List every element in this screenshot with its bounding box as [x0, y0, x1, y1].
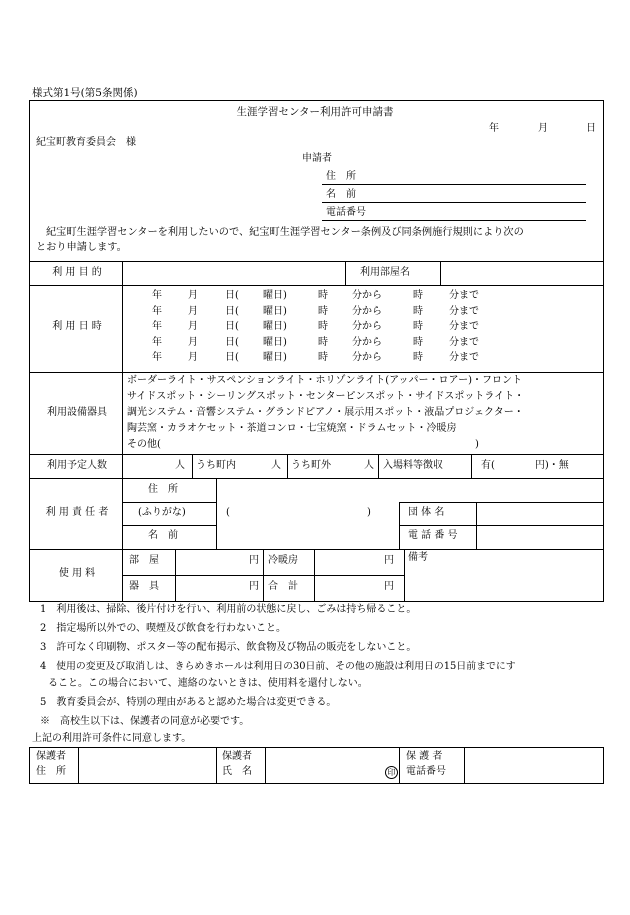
datetime-day: 日(: [225, 305, 239, 317]
attendance-label: 利用予定人数: [47, 460, 107, 471]
datetime-day: 日(: [225, 321, 239, 332]
note-5: 5 教育委員会が、特別の理由があると認めた場合は変更できる。: [40, 697, 337, 708]
admission-fee-label: 入場料等徴収: [383, 460, 443, 471]
consent-text: 上記の利用許可条件に同意します。: [32, 733, 192, 744]
form-title: 生涯学習センター利用許可申請書: [236, 106, 394, 118]
addressee: 紀宝町教育委員会 様: [36, 137, 136, 148]
fee-total-yen: 円: [384, 581, 394, 592]
fee-equipment-yen: 円: [249, 581, 259, 592]
date-month: 月: [538, 123, 548, 134]
datetime-day: 日(: [225, 352, 239, 363]
fee-total-label: 合 計: [268, 581, 298, 592]
manager-paren-close: ): [367, 507, 371, 518]
datetime-year: 年: [152, 305, 162, 317]
datetime-until: 分まで: [449, 352, 479, 363]
room-field[interactable]: [441, 262, 603, 285]
manager-phone-label: 電 話 番 号: [408, 530, 458, 541]
note-3: 3 許可なく印刷物、ポスター等の配布掲示、飲食物及び物品の販売をしないこと。: [40, 642, 417, 653]
datetime-hour2: 時: [413, 336, 423, 348]
attendance-in-town: うち町内: [196, 460, 236, 471]
purpose-label: 利 用 目 的: [52, 267, 102, 278]
datetime-weekday: 曜日): [263, 321, 287, 332]
applicant-phone-label: 電話番号: [326, 207, 366, 218]
applicant-name-label: 名 前: [326, 189, 356, 200]
note-1: 1 利用後は、掃除、後片付けを行い、利用前の状態に戻し、ごみは持ち帰ること。: [40, 604, 417, 615]
datetime-weekday: 曜日): [263, 352, 287, 363]
guardian-address-label-1: 保護者: [36, 751, 66, 762]
manager-paren-open: (: [226, 507, 230, 518]
equipment-line-1: ボーダーライト・サスペンションライト・ホリゾンライト(アッパー・ロアー)・フロント: [127, 375, 523, 386]
attendance-out-town: うち町外: [291, 460, 331, 471]
fee-equipment-label: 器 具: [129, 581, 159, 592]
datetime-until: 分まで: [449, 290, 479, 301]
datetime-year: 年: [152, 336, 162, 348]
datetime-until: 分まで: [449, 321, 479, 332]
room-label: 利用部屋名: [360, 267, 410, 278]
datetime-hour: 時: [318, 321, 328, 332]
datetime-until: 分まで: [449, 336, 479, 348]
datetime-weekday: 曜日): [263, 290, 287, 301]
note-2: 2 指定場所以外での、喫煙及び飲食を行わないこと。: [40, 623, 286, 634]
datetime-hour: 時: [318, 336, 328, 348]
manager-address-field[interactable]: [217, 479, 603, 502]
intro-text-1: 紀宝町生涯学習センターを利用したいので、紀宝町生涯学習センター条例及び同条例施行規則により次の: [46, 227, 524, 238]
attendance-unit: 人: [175, 460, 185, 471]
equipment-label: 利用設備器具: [47, 407, 107, 418]
guardian-phone-label-1: 保 護 者: [406, 751, 443, 762]
applicant-address-line[interactable]: [322, 184, 586, 185]
applicant-name-line[interactable]: [322, 202, 586, 203]
datetime-hour2: 時: [413, 352, 423, 363]
attendance-unit-2: 人: [271, 460, 281, 471]
guardian-address-field[interactable]: [79, 748, 216, 783]
datetime-month: 月: [188, 336, 198, 348]
note-asterisk: ※ 高校生以下は、保護者の同意が必要です。: [40, 716, 250, 727]
date-day: 日: [586, 123, 596, 134]
datetime-weekday: 曜日): [263, 336, 287, 348]
manager-name-field[interactable]: [217, 503, 399, 549]
applicant-label: 申請者: [302, 153, 332, 164]
guardian-phone-field[interactable]: [465, 748, 603, 783]
equipment-other-close: ): [475, 439, 479, 450]
fee-heating-yen: 円: [384, 555, 394, 566]
datetime-month: 月: [188, 305, 198, 317]
seal-mark-icon: 印: [385, 766, 398, 779]
datetime-from: 分から: [352, 305, 382, 317]
equipment-line-3: 調光システム・音響システム・グランドピアノ・展示用スポット・液晶プロジェクター・: [127, 407, 524, 418]
applicant-address-label: 住 所: [326, 171, 356, 182]
datetime-hour2: 時: [413, 321, 423, 332]
guardian-address-label-2: 住 所: [36, 766, 66, 777]
guardian-name-label-1: 保護者: [222, 751, 252, 762]
datetime-hour: 時: [318, 352, 328, 363]
datetime-month: 月: [188, 321, 198, 332]
datetime-until: 分まで: [449, 305, 479, 317]
guardian-phone-label-2: 電話番号: [406, 766, 446, 777]
intro-text-2: とおり申請します。: [36, 242, 127, 253]
applicant-phone-line[interactable]: [322, 220, 586, 221]
datetime-day: 日(: [225, 336, 239, 348]
datetime-from: 分から: [352, 290, 382, 301]
datetime-hour: 時: [318, 290, 328, 301]
datetime-from: 分から: [352, 352, 382, 363]
note-4: 4 使用の変更及び取消しは、きらめきホールは利用日の30日前、その他の施設は利用日の15日前までにす: [40, 661, 516, 672]
datetime-from: 分から: [352, 321, 382, 332]
admission-fee-value[interactable]: 有( 円)・無: [481, 460, 569, 471]
fee-room-yen: 円: [249, 555, 259, 566]
datetime-weekday: 曜日): [263, 305, 287, 317]
fee-heating-label: 冷暖房: [268, 555, 298, 566]
equipment-line-4: 陶芸窯・カラオケセット・茶道コンロ・七宝焼窯・ドラムセット・冷暖房: [127, 423, 457, 434]
form-number: 様式第1号(第5条関係): [32, 87, 138, 99]
manager-address-label: 住 所: [148, 484, 178, 495]
guardian-name-label-2: 氏 名: [222, 766, 252, 777]
remarks-label: 備考: [408, 552, 428, 563]
manager-furigana-label: (ふりがな): [138, 507, 186, 518]
datetime-hour: 時: [318, 305, 328, 317]
datetime-hour2: 時: [413, 305, 423, 317]
datetime-year: 年: [152, 321, 162, 332]
attendance-unit-3: 人: [364, 460, 374, 471]
datetime-month: 月: [188, 352, 198, 363]
datetime-label: 利 用 日 時: [52, 321, 102, 332]
datetime-hour2: 時: [413, 290, 423, 301]
manager-phone-field[interactable]: [477, 526, 603, 549]
datetime-from: 分から: [352, 336, 382, 348]
note-4-cont: ること。この場合において、連絡のないときは、使用料を還付しない。: [48, 678, 368, 689]
manager-label: 利 用 責 任 者: [45, 507, 109, 518]
fee-room-label: 部 屋: [129, 555, 159, 566]
date-year: 年: [489, 123, 499, 134]
datetime-month: 月: [188, 290, 198, 301]
group-name-field[interactable]: [477, 503, 603, 525]
equipment-line-2: サイドスポット・シーリングスポット・センターピンスポット・サイドスポットライト・: [127, 391, 525, 402]
remarks-field[interactable]: [405, 566, 603, 601]
guardian-name-field[interactable]: [266, 748, 383, 783]
group-name-label: 団 体 名: [408, 507, 445, 518]
manager-name-label: 名 前: [148, 530, 178, 541]
fee-label: 使 用 料: [58, 568, 96, 579]
datetime-year: 年: [152, 352, 162, 363]
equipment-other: その他(: [127, 439, 161, 450]
datetime-day: 日(: [225, 290, 239, 301]
datetime-year: 年: [152, 290, 162, 301]
purpose-field[interactable]: [123, 262, 345, 285]
